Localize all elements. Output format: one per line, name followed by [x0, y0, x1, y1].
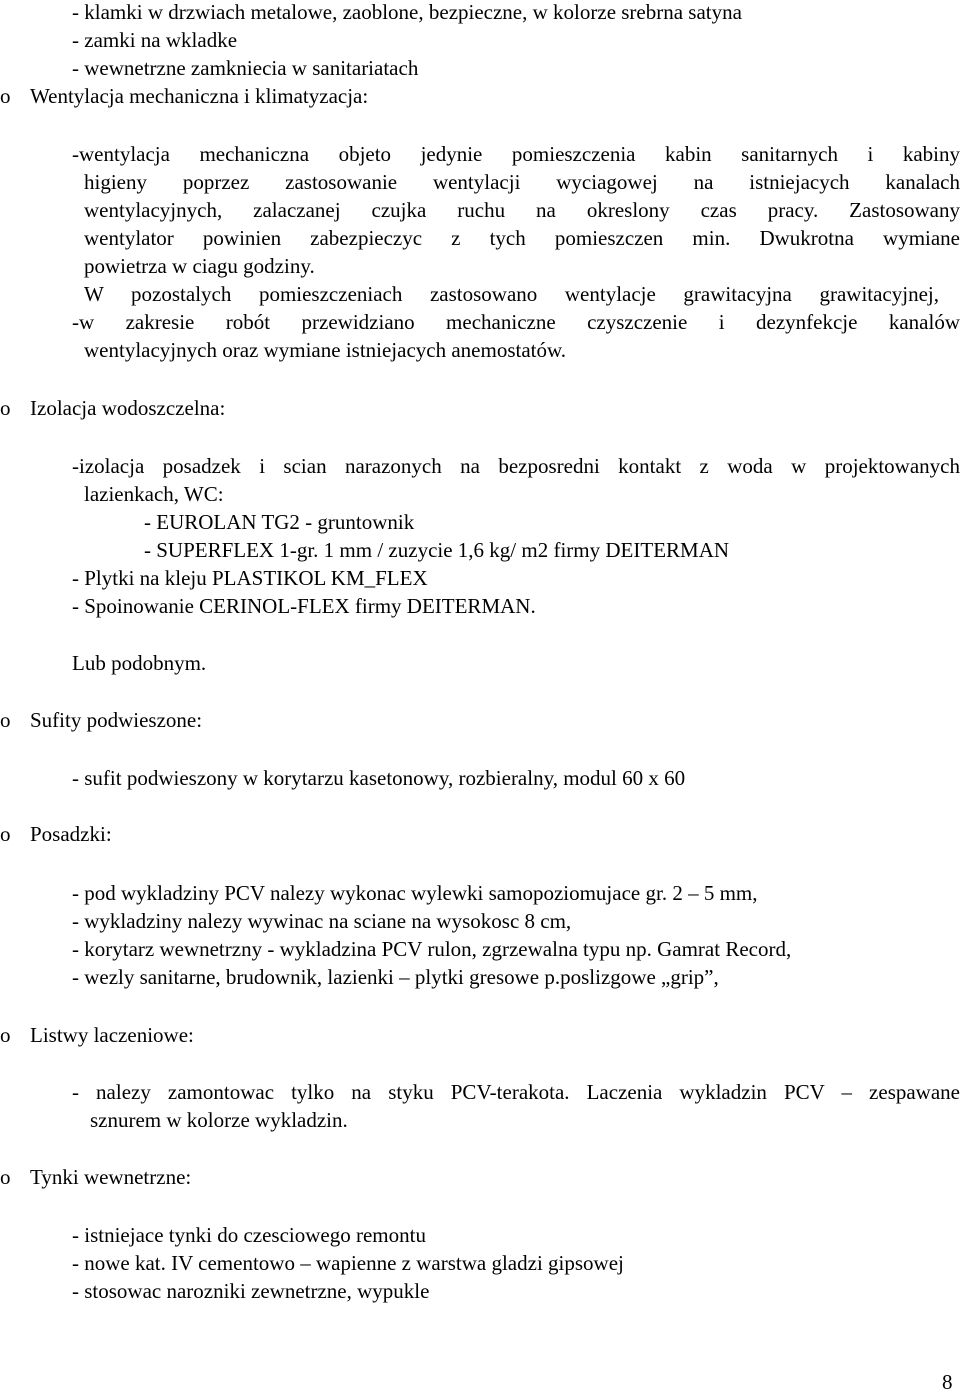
text-line: - Spoinowanie CERINOL-FLEX firmy DEITERMAN.: [72, 594, 536, 618]
bullet-marker: o: [0, 396, 11, 420]
text-line: - SUPERFLEX 1-gr. 1 mm / zuzycie 1,6 kg/ m2 firmy DEITERMAN: [144, 538, 730, 562]
section-heading-sufity: Sufity podwieszone:: [30, 708, 203, 732]
bullet-marker: o: [0, 1023, 11, 1047]
section-heading-posadzki: Posadzki:: [30, 822, 112, 846]
text-line: - sufit podwieszony w korytarzu kasetonowy, rozbieralny, modul 60 x 60: [72, 766, 686, 790]
text-line: - pod wykladziny PCV nalezy wykonac wylewki samopoziomujace gr. 2 – 5 mm,: [72, 881, 758, 905]
text-line: powietrza w ciagu godziny.: [84, 254, 315, 278]
text-line: sznurem w kolorze wykladzin.: [90, 1108, 348, 1132]
text-line: - nowe kat. IV cementowo – wapienne z warstwa gladzi gipsowej: [72, 1251, 624, 1275]
bullet-marker: o: [0, 708, 11, 732]
text-line: W pozostalych pomieszczeniach zastosowano wentylacje grawitacyjna grawitacyjnej,: [84, 282, 939, 306]
bullet-marker: o: [0, 84, 11, 108]
bullet-marker: o: [0, 822, 11, 846]
section-heading-tynki: Tynki wewnetrzne:: [30, 1165, 192, 1189]
text-line: -wentylacja mechaniczna objeto jedynie pomieszczenia kabin sanitarnych i kabiny: [72, 142, 960, 166]
text-line: Lub podobnym.: [72, 651, 207, 675]
section-heading-izolacja: Izolacja wodoszczelna:: [30, 396, 226, 420]
page-number: 8: [942, 1370, 953, 1394]
text-line: - Plytki na kleju PLASTIKOL KM_FLEX: [72, 566, 428, 590]
text-line: - zamki na wkladke: [72, 28, 238, 52]
bullet-marker: o: [0, 1165, 11, 1189]
text-line: - stosowac narozniki zewnetrzne, wypukle: [72, 1279, 430, 1303]
text-line: higieny poprzez zastosowanie wentylacji wyciagowej na istniejacych kanalach: [84, 170, 960, 194]
text-line: wentylacyjnych, zalaczanej czujka ruchu na okreslony czas pracy. Zastosowany: [84, 198, 960, 222]
section-heading-listwy: Listwy laczeniowe:: [30, 1023, 194, 1047]
text-line: wentylacyjnych oraz wymiane istniejacych anemostatów.: [84, 338, 567, 362]
text-line: -izolacja posadzek i scian narazonych na bezposredni kontakt z woda w projektowanych: [72, 454, 960, 478]
text-line: - wykladziny nalezy wywinac na sciane na wysokosc 8 cm,: [72, 909, 572, 933]
section-heading-wentylacja: Wentylacja mechaniczna i klimatyzacja:: [30, 84, 369, 108]
text-line: -w zakresie robót przewidziano mechaniczne czyszczenie i dezynfekcje kanalów: [72, 310, 960, 334]
text-line: - nalezy zamontowac tylko na styku PCV-terakota. Laczenia wykladzin PCV – zespawane: [72, 1080, 960, 1104]
text-line: - wezly sanitarne, brudownik, lazienki – plytki gresowe p.poslizgowe „grip”,: [72, 965, 719, 989]
text-line: - wewnetrzne zamkniecia w sanitariatach: [72, 56, 419, 80]
text-line: wentylator powinien zabezpieczyc z tych pomieszczen min. Dwukrotna wymiane: [84, 226, 960, 250]
text-line: - istniejace tynki do czesciowego remontu: [72, 1223, 426, 1247]
text-line: lazienkach, WC:: [84, 482, 224, 506]
text-line: - EUROLAN TG2 - gruntownik: [144, 510, 415, 534]
text-line: - korytarz wewnetrzny - wykladzina PCV rulon, zgrzewalna typu np. Gamrat Record,: [72, 937, 792, 961]
text-line: - klamki w drzwiach metalowe, zaoblone, bezpieczne, w kolorze srebrna satyna: [72, 0, 742, 24]
